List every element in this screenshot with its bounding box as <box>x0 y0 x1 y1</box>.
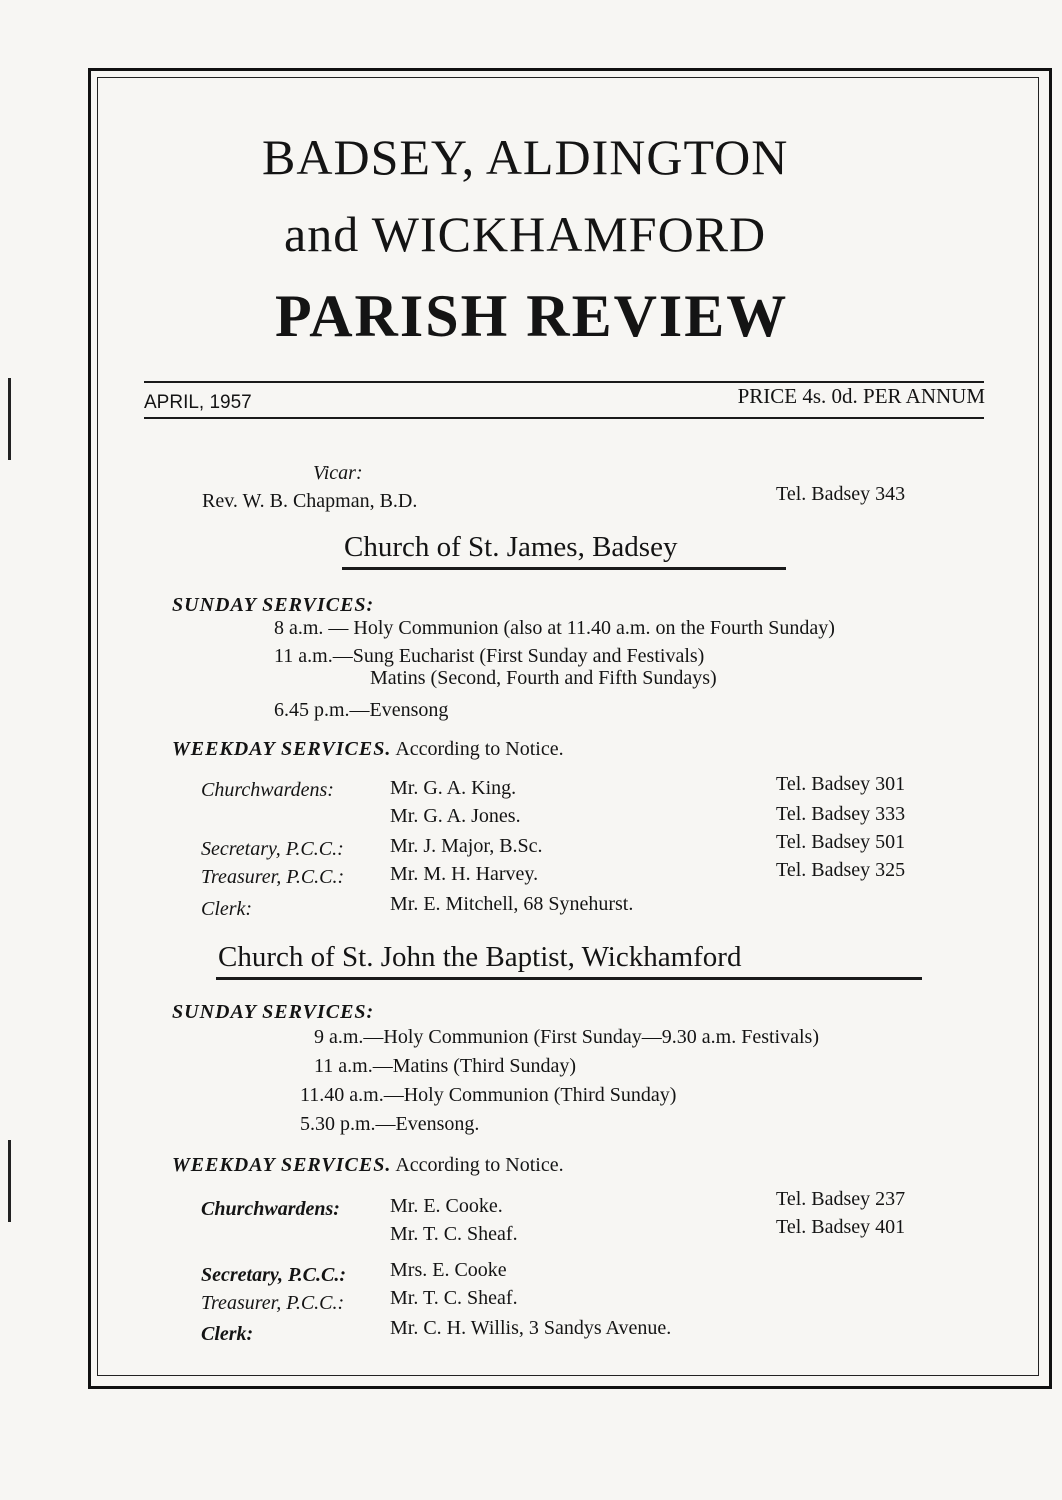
badsey-weekday-line <box>172 738 564 761</box>
vicar-name: Rev. W. B. Chapman, B.D. <box>202 490 418 512</box>
badsey-officer-name: Mr. J. Major, B.Sc. <box>390 835 543 857</box>
badsey-officer-name: Mr. G. A. King. <box>390 777 517 799</box>
badsey-role-clerk: Clerk: <box>201 898 253 920</box>
badsey-role-secretary: Secretary, P.C.C.: <box>201 838 344 860</box>
badsey-sunday-label: SUNDAY SERVICES: <box>172 594 375 616</box>
wickhamford-weekday-line <box>172 1154 564 1177</box>
wickhamford-service-1: 9 a.m.—Holy Communion (First Sunday—9.30 a.m. Festivals) <box>314 1026 819 1048</box>
badsey-weekday-text: According to Notice. <box>395 738 564 760</box>
vicar-tel: Tel. Badsey 343 <box>776 483 906 505</box>
wickhamford-officer-name: Mr. T. C. Sheaf. <box>390 1287 518 1309</box>
wickhamford-weekday-text: According to Notice. <box>395 1154 564 1176</box>
wickhamford-officer-tel: Tel. Badsey 401 <box>776 1216 906 1238</box>
badsey-officer-tel: Tel. Badsey 333 <box>776 803 906 825</box>
masthead-rule-bottom <box>144 417 984 419</box>
badsey-role-treasurer: Treasurer, P.C.C.: <box>201 866 345 888</box>
badsey-officer-name: Mr. G. A. Jones. <box>390 805 521 827</box>
wickhamford-officer-name: Mr. T. C. Sheaf. <box>390 1223 518 1245</box>
page-border-inner <box>97 77 1039 1376</box>
masthead-line-2: and WICKHAMFORD <box>284 206 767 262</box>
badsey-role-churchwardens: Churchwardens: <box>201 779 334 801</box>
badsey-service-2: 11 a.m.—Sung Eucharist (First Sunday and Festivals) <box>274 645 705 667</box>
masthead-rule-top <box>144 381 984 383</box>
wickhamford-heading-rule <box>216 977 922 980</box>
wickhamford-officer-name: Mr. C. H. Willis, 3 Sandys Avenue. <box>390 1317 672 1339</box>
masthead-line-1: BADSEY, ALDINGTON <box>262 129 789 185</box>
vicar-label: Vicar: <box>313 462 363 484</box>
wickhamford-officer-name: Mr. E. Cooke. <box>390 1195 503 1217</box>
wickhamford-role-secretary: Secretary, P.C.C.: <box>201 1264 346 1286</box>
badsey-weekday-label: WEEKDAY SERVICES. <box>172 738 392 760</box>
wickhamford-role-treasurer: Treasurer, P.C.C.: <box>201 1292 345 1314</box>
badsey-service-1: 8 a.m. — Holy Communion (also at 11.40 a.m. on the Fourth Sunday) <box>274 617 835 639</box>
margin-mark <box>8 1140 11 1222</box>
wickhamford-role-churchwardens: Churchwardens: <box>201 1198 340 1220</box>
margin-mark <box>8 378 11 460</box>
wickhamford-sunday-label: SUNDAY SERVICES: <box>172 1001 375 1023</box>
badsey-service-3: 6.45 p.m.—Evensong <box>274 699 449 721</box>
wickhamford-officer-name: Mrs. E. Cooke <box>390 1259 507 1281</box>
issue-price: PRICE 4s. 0d. PER ANNUM <box>737 384 985 408</box>
badsey-officer-tel: Tel. Badsey 501 <box>776 831 906 853</box>
wickhamford-officer-tel: Tel. Badsey 237 <box>776 1188 906 1210</box>
badsey-officer-tel: Tel. Badsey 325 <box>776 859 906 881</box>
badsey-officer-name: Mr. E. Mitchell, 68 Synehurst. <box>390 893 634 915</box>
issue-date: APRIL, 1957 <box>144 392 252 413</box>
wickhamford-service-3: 11.40 a.m.—Holy Communion (Third Sunday) <box>300 1084 677 1106</box>
wickhamford-role-clerk: Clerk: <box>201 1323 254 1345</box>
badsey-officer-name: Mr. M. H. Harvey. <box>390 863 539 885</box>
wickhamford-heading: Church of St. John the Baptist, Wickhamford <box>218 941 742 973</box>
badsey-heading-rule <box>342 567 786 570</box>
masthead-title: PARISH REVIEW <box>275 283 789 349</box>
badsey-officer-tel: Tel. Badsey 301 <box>776 773 906 795</box>
badsey-service-2b: Matins (Second, Fourth and Fifth Sundays) <box>370 667 717 689</box>
wickhamford-service-4: 5.30 p.m.—Evensong. <box>300 1113 480 1135</box>
wickhamford-service-2: 11 a.m.—Matins (Third Sunday) <box>314 1055 577 1077</box>
badsey-heading: Church of St. James, Badsey <box>344 531 678 563</box>
wickhamford-weekday-label: WEEKDAY SERVICES. <box>172 1154 392 1176</box>
